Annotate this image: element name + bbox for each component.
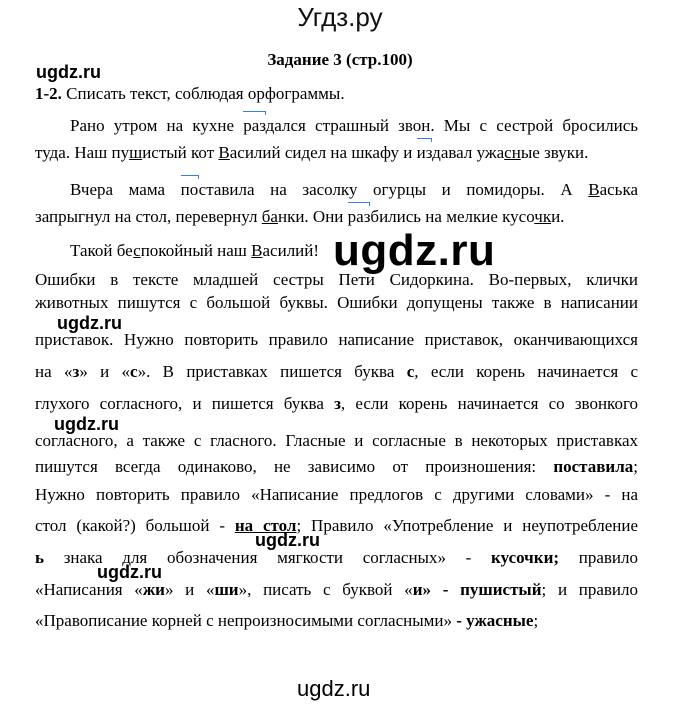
text-line: стол (какой?) большой - на стол; Правило «Употребление и неупотребление	[35, 516, 639, 535]
task-text: Списать текст, соблюдая орфограммы.	[66, 84, 345, 103]
text-line: туда. Наш пушистый кот Василий сидел на шкафу и издавал ужасные звуки.	[35, 143, 589, 162]
text-line: Вчера мама поставила на засолку огурцы и помидоры. А Васька	[70, 180, 638, 199]
site-header: Угдз.ру	[297, 2, 383, 32]
text-line: запрыгнул на стол, перевернул банки. Они разбились на мелкие кусочки.	[35, 207, 565, 226]
watermark: ugdz.ru	[54, 414, 119, 434]
text-line: на «з» и «с». В приставках пишется буква с, если корень начинается с	[35, 362, 638, 381]
text-line: глухого согласного, и пишется буква з, если корень начинается со звонкого	[35, 394, 638, 413]
text-line: Рано утром на кухне раздался страшный звон. Мы с сестрой бросились	[70, 116, 638, 135]
watermark: ugdz.ru	[97, 562, 162, 582]
text-line: Такой беспокойный наш Василий!	[70, 241, 320, 260]
watermark: ugdz.ru	[57, 313, 122, 333]
text-line: ь знака для обозначения мягкости согласных» - кусочки; правило	[35, 548, 638, 567]
text-line: приставок. Нужно повторить правило написание приставок, оканчивающихся	[35, 330, 638, 349]
footer-watermark: ugdz.ru	[297, 676, 371, 701]
text-line: пишутся всегда одинаково, не зависимо от произношения: поставила;	[35, 457, 638, 476]
task-line	[35, 84, 345, 104]
text-line: Ошибки в тексте младшей сестры Пети Сидоркина. Во-первых, клички	[35, 270, 638, 289]
page-title: Задание 3 (стр.100)	[267, 50, 413, 69]
text-line: Нужно повторить правило «Написание предлогов с другими словами» - на	[35, 485, 638, 504]
text-line: согласного, а также с гласного. Гласные и согласные в некоторых приставках	[35, 431, 638, 450]
text-line: «Правописание корней с непроизносимыми согласными» - ужасные;	[35, 611, 539, 630]
text-line: животных пишутся с большой буквы. Ошибки допущены также в написании	[35, 293, 638, 312]
watermark: ugdz.ru	[255, 530, 320, 550]
task-number: 1-2.	[35, 84, 62, 103]
text-line: «Написания «жи» и «ши», писать с буквой «и» - пушистый; и правило	[35, 580, 638, 599]
watermark-large: ugdz.ru	[333, 226, 496, 275]
watermark: ugdz.ru	[36, 62, 101, 82]
